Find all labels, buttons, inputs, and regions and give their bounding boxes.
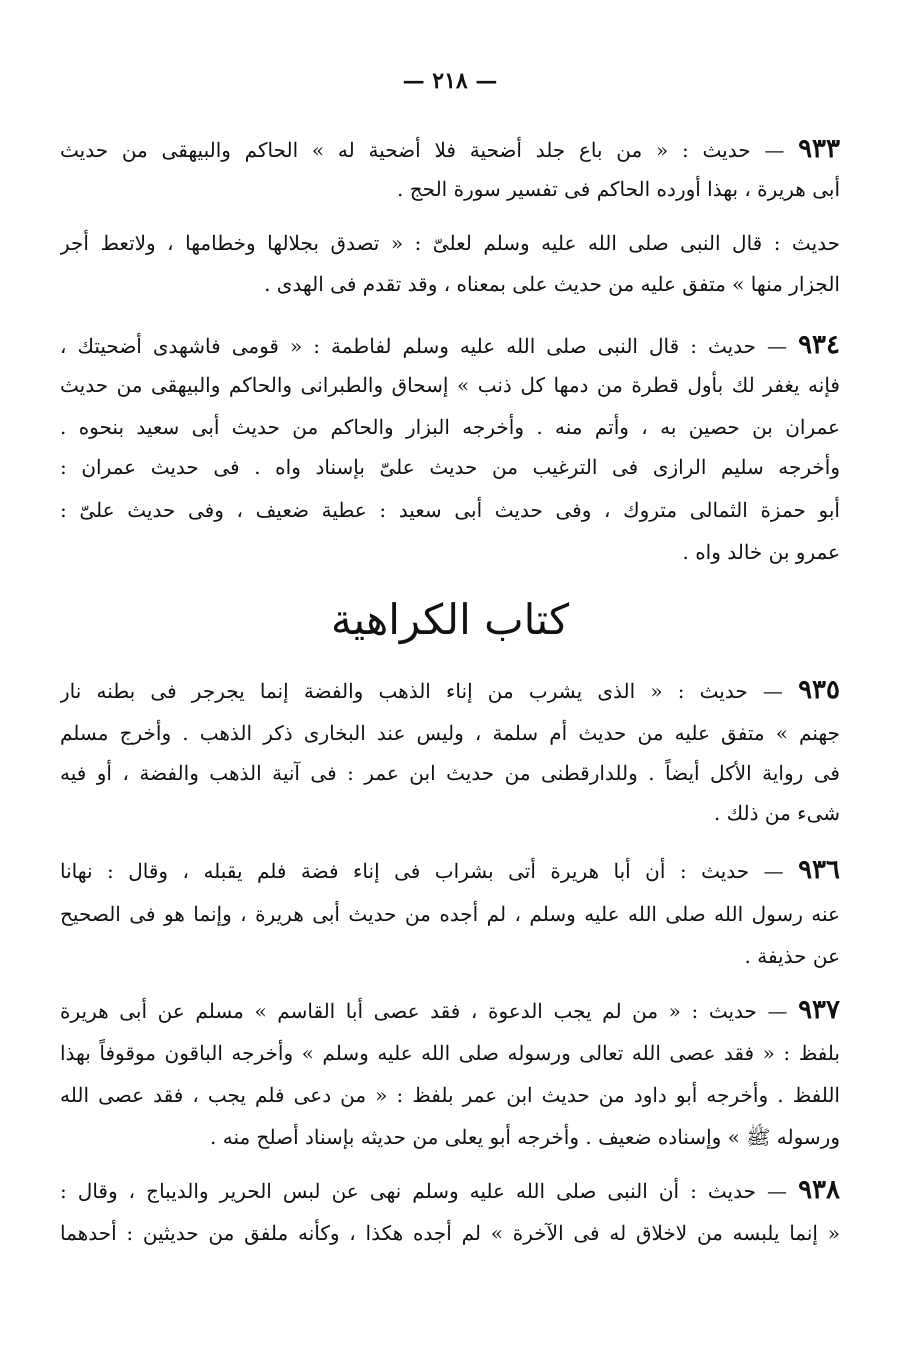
hadith-number: ٩٣٥ [798,675,840,705]
hadith-number: ٩٣٤ [798,330,840,360]
text-line [60,717,840,749]
text-line [60,227,840,259]
line-text: حديث : قال النبى صلى الله عليه وسلم لعلىّ : « تصدق بجلالها وخطامها ، ولاتعط أجر [60,231,840,255]
line-text: بلفظ : « فقد عصى الله تعالى ورسوله صلى الله عليه وسلم » وأخرجه الباقون موقوفاً بهذا [60,1041,840,1065]
text-line [60,268,840,300]
hadith-number: ٩٣٣ [798,134,840,164]
text-line [60,898,840,930]
text-line [60,855,840,887]
line-text: فإنه يغفر لك بأول قطرة من دمها كل ذنب » إسحاق والطبرانى والحاكم والبيهقى من حديث [60,373,840,397]
line-text: — حديث : أن أبا هريرة أتى بشراب فى إناء فضة فلم يقبله ، وقال : نهانا [60,859,799,883]
line-text: جهنم » متفق عليه من حديث أم سلمة ، وليس عند البخارى ذكر الذهب . وأخرج مسلم [60,721,840,745]
text-line [60,173,840,205]
line-text: — حديث : « من لم يجب الدعوة ، فقد عصى أبا القاسم » مسلم عن أبى هريرة [60,999,799,1023]
text-line [60,369,840,401]
text-line [60,1079,840,1111]
line-text: — حديث : أن النبى صلى الله عليه وسلم نهى عن لبس الحرير والديباج ، وقال : [60,1179,799,1203]
line-text: فى رواية الأكل أيضاً . وللدارقطنى من حديث ابن عمر : فى آنية الذهب والفضة ، أو فيه [60,761,840,785]
line-text: أبو حمزة الثمالى متروك ، وفى حديث أبى سعيد : عطية ضعيف ، وفى حديث علىّ : [60,498,840,522]
page-number: — ٢١٨ — [402,68,498,94]
text-line [60,536,840,568]
line-text: الجزار منها » متفق عليه من حديث على بمعناه ، وقد تقدم فى الهدى . [264,272,840,296]
line-text: وأخرجه سليم الرازى فى الترغيب من حديث علىّ بإسناد واه . فى حديث عمران : [60,455,840,479]
line-text: عمران بن حصين به ، وأتم منه . وأخرجه البزار والحاكم من حديث أبى سعيد بنحوه . [60,415,840,439]
text-line [60,995,840,1027]
section-heading: كتاب الكراهية [330,595,570,644]
line-text: اللفظ . وأخرجه أبو داود من حديث ابن عمر بلفظ : « من دعى فلم يجب ، فقد عصى الله [60,1083,840,1107]
line-text: عنه رسول الله صلى الله عليه وسلم ، لم أجده من حديث أبى هريرة ، وإنما هو فى الصحيح [60,902,840,926]
line-text: — حديث : « من باع جلد أضحية فلا أضحية له » الحاكم والبيهقى من حديث [60,138,799,162]
text-line [60,1121,840,1153]
line-text: أبى هريرة ، بهذا أورده الحاكم فى تفسير سورة الحج . [397,177,840,201]
text-line [60,797,840,829]
text-line [60,411,840,443]
text-line [60,1037,840,1069]
line-text: شىء من ذلك . [713,801,840,825]
text-line [60,134,840,166]
hadith-number: ٩٣٦ [798,855,840,885]
text-line [60,1175,840,1207]
line-text: — حديث : « الذى يشرب من إناء الذهب والفضة إنما يجرجر فى بطنه نار [60,679,799,703]
line-text: — حديث : قال النبى صلى الله عليه وسلم لفاطمة : « قومى فاشهدى أضحيتك ، [60,334,799,358]
text-line [60,757,840,789]
text-line [60,940,840,972]
text-line [60,1217,840,1249]
text-line [60,494,840,526]
text-line [60,451,840,483]
line-text: « إنما يلبسه من لاخلاق له فى الآخرة » لم أجده هكذا ، وكأنه ملفق من حديثين : أحدهما [60,1221,840,1245]
line-text: عن حذيفة . [744,944,840,968]
line-text: ورسوله ﷺ » وإسناده ضعيف . وأخرجه أبو يعلى من حديثه بإسناد أصلح منه . [210,1125,840,1149]
text-line [60,330,840,362]
text-line [60,675,840,707]
hadith-number: ٩٣٧ [798,995,840,1025]
hadith-number: ٩٣٨ [798,1175,840,1205]
line-text: عمرو بن خالد واه . [682,540,840,564]
